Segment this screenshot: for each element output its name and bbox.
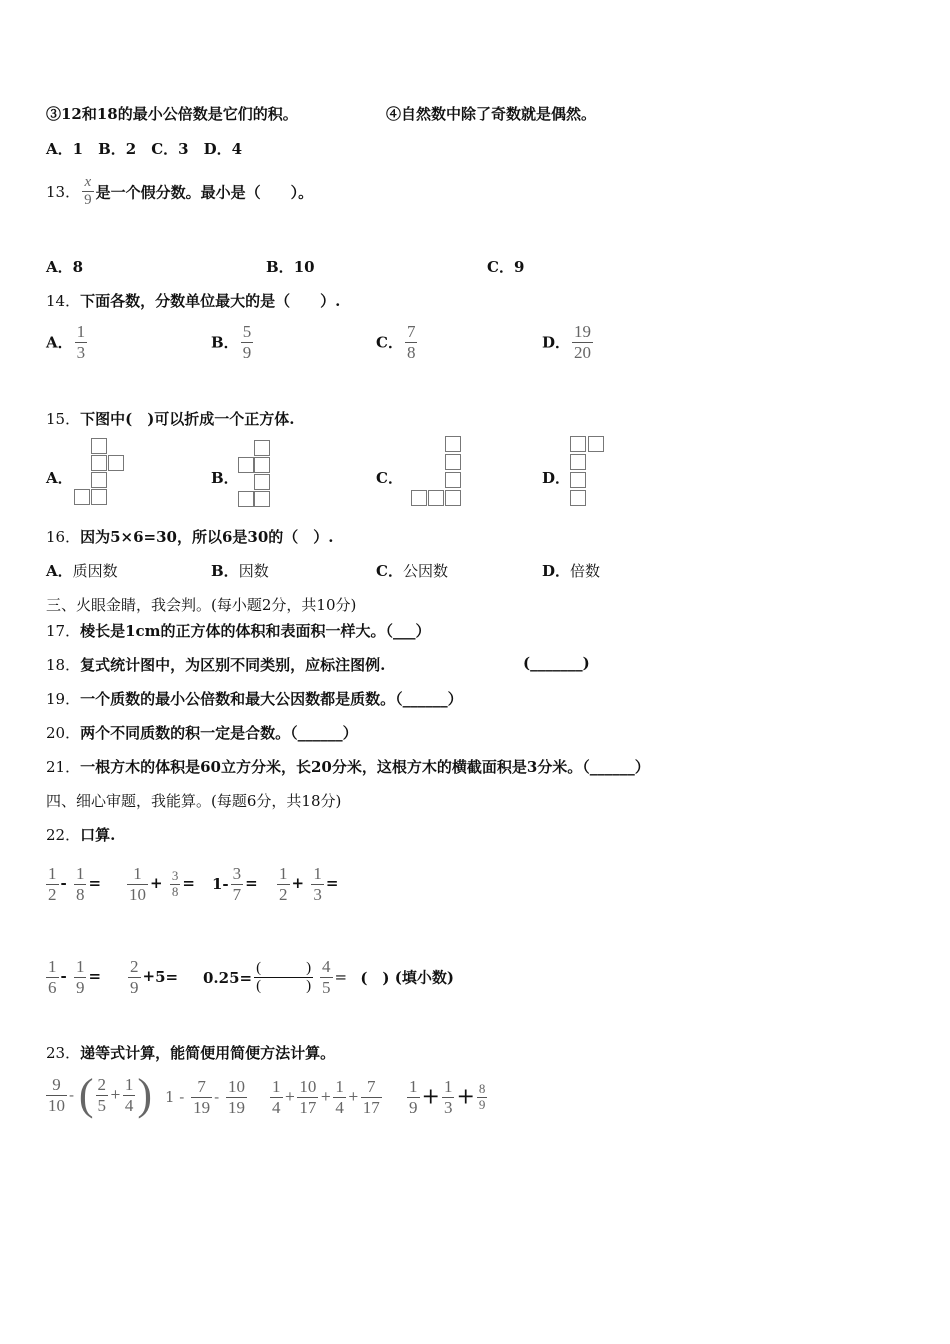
question-19: 19．一个质数的最小公倍数和最大公因数都是质数。（______） — [46, 690, 463, 708]
q22-expr-1: $\frac{1}{2}$ - $\frac{1}{8}$ = — [48, 864, 102, 904]
q14-option-d: D． $\frac{19}{20}$ — [542, 322, 592, 362]
q14-option-b: B． $\frac{5}{9}$ — [211, 322, 252, 362]
q22-expr-8: $\frac{4}{5}$ = ( ) (填小数) — [322, 957, 454, 997]
q13-option-c: C．9 — [487, 258, 525, 276]
q16-option-d: D．倍数 — [542, 562, 601, 580]
question-17: 17．棱长是1cm的正方体的体积和表面积一样大。（___） — [46, 622, 431, 640]
q16-option-c: C．公因数 — [376, 562, 448, 580]
question-21: 21．一根方木的体积是60立方分米，长20分米，这根方木的横截面积是3分米。（______） — [46, 758, 650, 776]
section-4-heading: 四、细心审题，我能算。(每题6分，共18分) — [46, 792, 342, 810]
q13-option-a: A．8 — [46, 258, 84, 276]
q15-option-c: C． — [376, 469, 403, 487]
q18-answer-blank[interactable]: (_______) — [523, 654, 590, 672]
q13-text: 是一个假分数。最小是（ ）。 — [95, 183, 314, 202]
q14-option-a: A． $\frac{1}{3}$ — [46, 322, 86, 362]
q15-option-b: B． — [211, 469, 239, 487]
question-14: 14．下面各数，分数单位最大的是（ ）. — [46, 292, 341, 310]
q12-statement-3: ③12和18的最小公倍数是它们的积。 — [46, 105, 298, 123]
q15-option-d: D． — [542, 469, 571, 487]
q16-option-b: B．因数 — [211, 562, 269, 580]
q23-expr-2: 1 - $\frac{7}{19}$ - $\frac{10}{19}$ — [165, 1077, 246, 1117]
q12-statement-4: ④自然数中除了奇数就是偶然。 — [386, 105, 597, 123]
q13-number: 13． — [46, 183, 81, 202]
question-23: 23．递等式计算，能简便用简便方法计算。 — [46, 1044, 336, 1062]
q12-options: A．1 B．2 C．3 D．4 — [46, 140, 243, 158]
q22-expr-4: $\frac{1}{2}$ + $\frac{1}{3}$ = — [279, 864, 339, 904]
q22-expr-6: $\frac{2}{9}$ +5= — [130, 957, 179, 997]
q23-expr-1: $\frac{9}{10}$ - ( $\frac{2}{5}$ + $\frac{1}{4}$ ) — [48, 1070, 153, 1119]
q13-option-b: B．10 — [266, 258, 315, 276]
q13-fraction: $\frac{x}{9}$ — [84, 174, 92, 209]
q15-option-a: A． — [46, 469, 73, 487]
question-22: 22．口算. — [46, 826, 116, 844]
q22-expr-7: 0.25= $\frac{( )}{( )}$ — [203, 960, 312, 995]
question-13 — [46, 174, 313, 210]
q22-decimal-answer-blank[interactable]: ( ) — [360, 968, 390, 987]
q22-expr-5: $\frac{1}{6}$ - $\frac{1}{9}$ = — [48, 957, 102, 997]
q23-expr-3: $\frac{1}{4}$ + $\frac{10}{17}$ + $\frac{1}{4}$ + $\frac{7}{17}$ — [272, 1077, 380, 1117]
q16-option-a: A．质因数 — [46, 562, 118, 580]
q23-expr-4: $\frac{1}{9}$ + $\frac{1}{3}$ + $\frac{8}{9}$ — [409, 1077, 486, 1117]
q22-expr-3: 1- $\frac{3}{7}$ = — [212, 864, 258, 904]
q14-option-c: C． $\frac{7}{8}$ — [376, 322, 416, 362]
question-18: 18．复式统计图中，为区别不同类别，应标注图例. — [46, 656, 386, 674]
section-3-heading: 三、火眼金睛，我会判。(每小题2分，共10分) — [46, 596, 357, 614]
question-16: 16．因为5×6=30，所以6是30的（ ）. — [46, 528, 334, 546]
question-20: 20．两个不同质数的积一定是合数。（______） — [46, 724, 358, 742]
question-15: 15．下图中( )可以折成一个正方体. — [46, 410, 295, 428]
q22-expr-2: $\frac{1}{10}$ + $\frac{3}{8}$ = — [129, 864, 195, 904]
